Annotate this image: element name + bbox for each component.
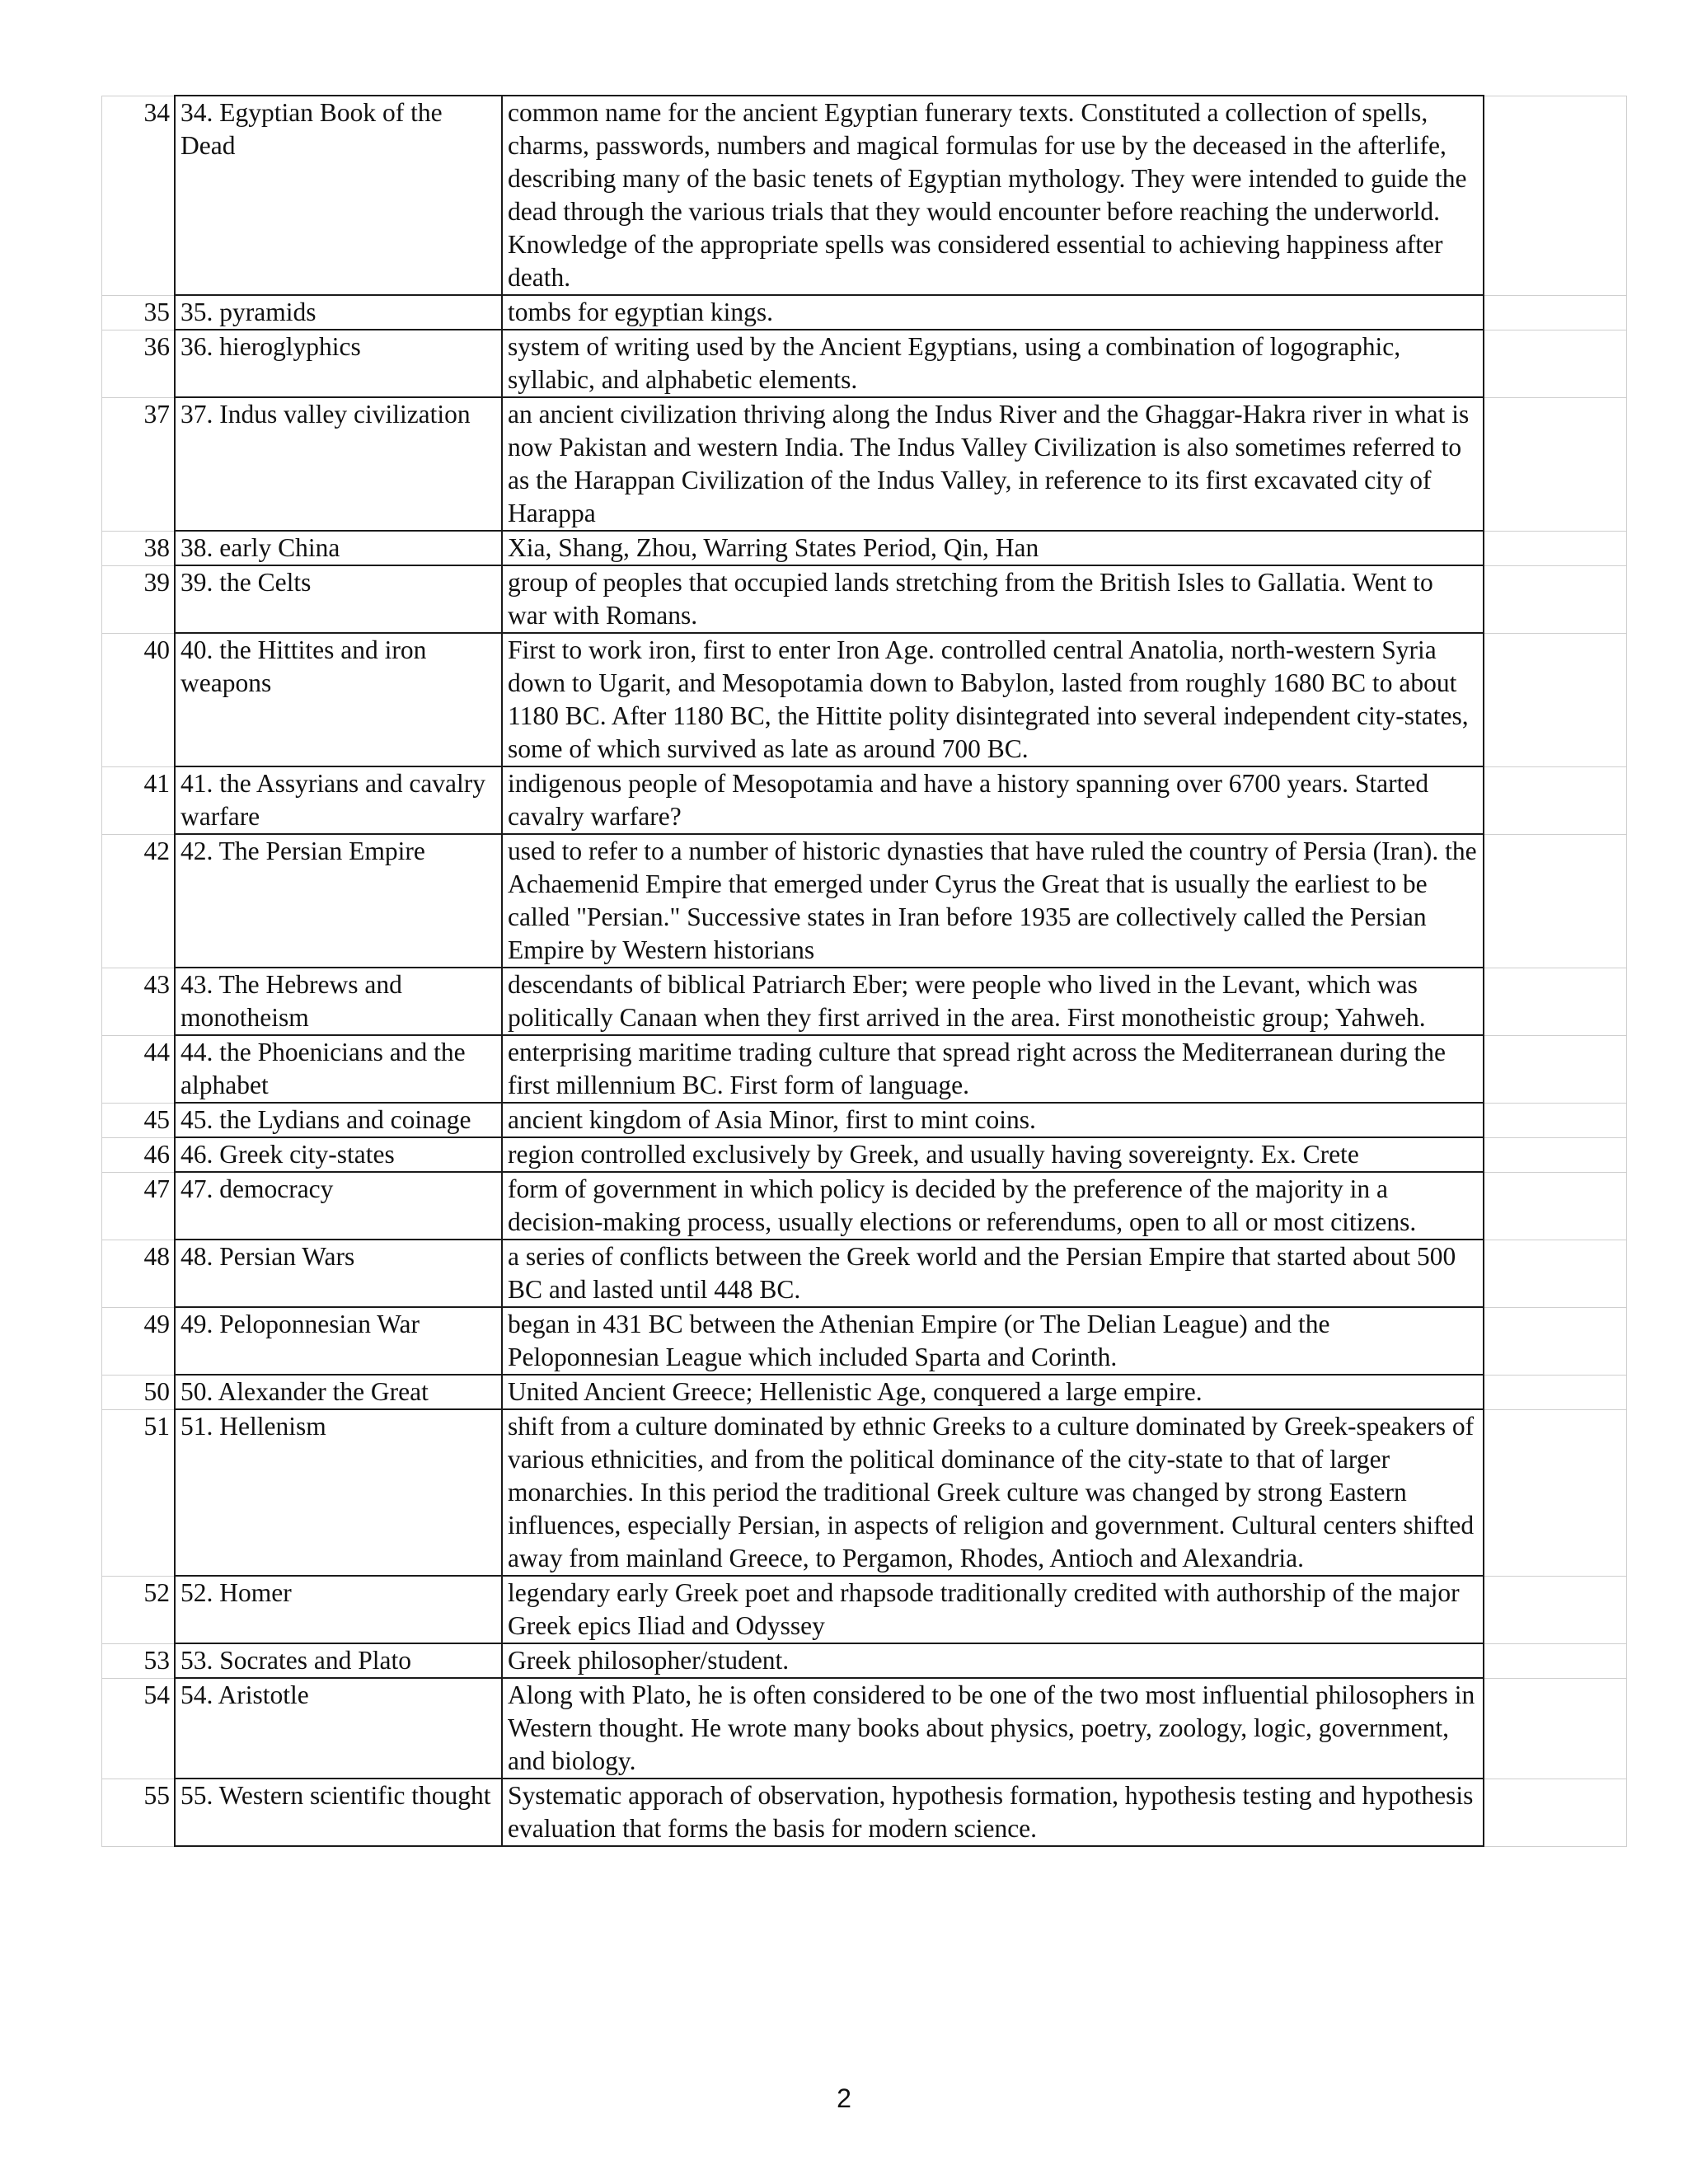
- term-cell: 46. Greek city-states: [175, 1137, 502, 1172]
- definition-cell: Xia, Shang, Zhou, Warring States Period, Qin, Han: [502, 531, 1484, 565]
- term-cell: 43. The Hebrews and monotheism: [175, 968, 502, 1035]
- empty-cell: [1484, 766, 1627, 834]
- term-cell: 37. Indus valley civilization: [175, 397, 502, 531]
- row-number: 39: [102, 565, 176, 633]
- row-number: 36: [102, 330, 176, 397]
- row-number: 41: [102, 766, 176, 834]
- term-cell: 54. Aristotle: [175, 1678, 502, 1779]
- definition-cell: group of peoples that occupied lands stretching from the British Isles to Gallatia. Went to war with Romans.: [502, 565, 1484, 633]
- definition-cell: ancient kingdom of Asia Minor, first to mint coins.: [502, 1103, 1484, 1137]
- empty-cell: [1484, 1137, 1627, 1172]
- row-number: 34: [102, 96, 176, 295]
- row-number: 49: [102, 1307, 176, 1375]
- term-cell: 47. democracy: [175, 1172, 502, 1240]
- empty-cell: [1484, 1035, 1627, 1103]
- term-cell: 41. the Assyrians and cavalry warfare: [175, 766, 502, 834]
- table-row: [102, 1375, 1627, 1409]
- definition-cell: legendary early Greek poet and rhapsode traditionally credited with authorship of the major Greek epics Iliad and Odyssey: [502, 1576, 1484, 1643]
- glossary-table-body: [102, 96, 1627, 1846]
- empty-cell: [1484, 531, 1627, 565]
- table-row: [102, 96, 1627, 295]
- term-cell: 55. Western scientific thought: [175, 1779, 502, 1846]
- row-number: 38: [102, 531, 176, 565]
- table-row: [102, 1307, 1627, 1375]
- empty-cell: [1484, 633, 1627, 766]
- row-number: 55: [102, 1779, 176, 1846]
- empty-cell: [1484, 397, 1627, 531]
- page-number: 2: [837, 2083, 851, 2113]
- row-number: 52: [102, 1576, 176, 1643]
- table-row: [102, 834, 1627, 968]
- empty-cell: [1484, 565, 1627, 633]
- definition-cell: Along with Plato, he is often considered to be one of the two most influential philosophers in Western thought. He wrote many books about physics, poetry, zoology, logic, government, and biology.: [502, 1678, 1484, 1779]
- definition-cell: a series of conflicts between the Greek world and the Persian Empire that started about 500 BC and lasted until 448 BC.: [502, 1240, 1484, 1307]
- empty-cell: [1484, 834, 1627, 968]
- row-number: 37: [102, 397, 176, 531]
- table-row: [102, 1172, 1627, 1240]
- table-row: [102, 1643, 1627, 1678]
- definition-cell: an ancient civilization thriving along the Indus River and the Ghaggar-Hakra river in what is now Pakistan and western India. The Indus Valley Civilization is also sometimes referred to as the Harappan Civilization of the Indus Valley, in reference to its first excavated city of Harappa: [502, 397, 1484, 531]
- table-row: [102, 1240, 1627, 1307]
- empty-cell: [1484, 1678, 1627, 1779]
- definition-cell: region controlled exclusively by Greek, and usually having sovereignty. Ex. Crete: [502, 1137, 1484, 1172]
- definition-cell: First to work iron, first to enter Iron Age. controlled central Anatolia, north-western Syria down to Ugarit, and Mesopotamia down to Babylon, lasted from roughly 1680 BC to about 1180 BC. After 1180 BC, the Hittite polity disintegrated into several independent city-states, some of which survived as late as around 700 BC.: [502, 633, 1484, 766]
- table-row: [102, 633, 1627, 766]
- table-row: [102, 1576, 1627, 1643]
- empty-cell: [1484, 1240, 1627, 1307]
- term-cell: 40. the Hittites and iron weapons: [175, 633, 502, 766]
- empty-cell: [1484, 1576, 1627, 1643]
- term-cell: 42. The Persian Empire: [175, 834, 502, 968]
- definition-cell: Greek philosopher/student.: [502, 1643, 1484, 1678]
- table-row: [102, 397, 1627, 531]
- table-row: [102, 1035, 1627, 1103]
- definition-cell: system of writing used by the Ancient Egyptians, using a combination of logographic, syllabic, and alphabetic elements.: [502, 330, 1484, 397]
- empty-cell: [1484, 295, 1627, 330]
- definition-cell: used to refer to a number of historic dynasties that have ruled the country of Persia (Iran). the Achaemenid Empire that emerged under Cyrus the Great that is usually the earliest to be called "Persian." Successive states in Iran before 1935 are collectively called the Persian Empire by Western historians: [502, 834, 1484, 968]
- row-number: 53: [102, 1643, 176, 1678]
- row-number: 50: [102, 1375, 176, 1409]
- row-number: 45: [102, 1103, 176, 1137]
- table-row: [102, 330, 1627, 397]
- empty-cell: [1484, 1172, 1627, 1240]
- term-cell: 48. Persian Wars: [175, 1240, 502, 1307]
- definition-cell: indigenous people of Mesopotamia and have a history spanning over 6700 years. Started cavalry warfare?: [502, 766, 1484, 834]
- table-row: [102, 295, 1627, 330]
- empty-cell: [1484, 96, 1627, 295]
- row-number: 48: [102, 1240, 176, 1307]
- term-cell: 38. early China: [175, 531, 502, 565]
- table-row: [102, 1103, 1627, 1137]
- definition-cell: Systematic apporach of observation, hypothesis formation, hypothesis testing and hypothesis evaluation that forms the basis for modern science.: [502, 1779, 1484, 1846]
- row-number: 43: [102, 968, 176, 1035]
- empty-cell: [1484, 1409, 1627, 1576]
- empty-cell: [1484, 1307, 1627, 1375]
- term-cell: 44. the Phoenicians and the alphabet: [175, 1035, 502, 1103]
- term-cell: 53. Socrates and Plato: [175, 1643, 502, 1678]
- table-row: [102, 1409, 1627, 1576]
- row-number: 46: [102, 1137, 176, 1172]
- row-number: 35: [102, 295, 176, 330]
- table-row: [102, 1779, 1627, 1846]
- table-row: [102, 766, 1627, 834]
- term-cell: 39. the Celts: [175, 565, 502, 633]
- table-row: [102, 968, 1627, 1035]
- empty-cell: [1484, 968, 1627, 1035]
- definition-cell: shift from a culture dominated by ethnic Greeks to a culture dominated by Greek-speakers of various ethnicities, and from the political dominance of the city-state to that of larger monarchies. In this period the traditional Greek culture was changed by strong Eastern influences, especially Persian, in aspects of religion and government. Cultural centers shifted away from mainland Greece, to Pergamon, Rhodes, Antioch and Alexandria.: [502, 1409, 1484, 1576]
- row-number: 47: [102, 1172, 176, 1240]
- term-cell: 45. the Lydians and coinage: [175, 1103, 502, 1137]
- definition-cell: United Ancient Greece; Hellenistic Age, conquered a large empire.: [502, 1375, 1484, 1409]
- row-number: 44: [102, 1035, 176, 1103]
- definition-cell: began in 431 BC between the Athenian Empire (or The Delian League) and the Peloponnesian League which included Sparta and Corinth.: [502, 1307, 1484, 1375]
- term-cell: 35. pyramids: [175, 295, 502, 330]
- term-cell: 36. hieroglyphics: [175, 330, 502, 397]
- row-number: 51: [102, 1409, 176, 1576]
- empty-cell: [1484, 1375, 1627, 1409]
- glossary-table: [101, 95, 1627, 1847]
- row-number: 42: [102, 834, 176, 968]
- table-row: [102, 1678, 1627, 1779]
- row-number: 54: [102, 1678, 176, 1779]
- row-number: 40: [102, 633, 176, 766]
- table-row: [102, 565, 1627, 633]
- term-cell: 50. Alexander the Great: [175, 1375, 502, 1409]
- term-cell: 34. Egyptian Book of the Dead: [175, 96, 502, 295]
- empty-cell: [1484, 1103, 1627, 1137]
- definition-cell: common name for the ancient Egyptian funerary texts. Constituted a collection of spells, charms, passwords, numbers and magical formulas for use by the deceased in the afterlife, describing many of the basic tenets of Egyptian mythology. They were intended to guide the dead through the various trials that they would encounter before reaching the underworld. Knowledge of the appropriate spells was considered essential to achieving happiness after death.: [502, 96, 1484, 295]
- term-cell: 49. Peloponnesian War: [175, 1307, 502, 1375]
- table-row: [102, 1137, 1627, 1172]
- empty-cell: [1484, 330, 1627, 397]
- table-row: [102, 531, 1627, 565]
- definition-cell: tombs for egyptian kings.: [502, 295, 1484, 330]
- term-cell: 52. Homer: [175, 1576, 502, 1643]
- empty-cell: [1484, 1643, 1627, 1678]
- definition-cell: enterprising maritime trading culture that spread right across the Mediterranean during the first millennium BC. First form of language.: [502, 1035, 1484, 1103]
- definition-cell: form of government in which policy is decided by the preference of the majority in a decision-making process, usually elections or referendums, open to all or most citizens.: [502, 1172, 1484, 1240]
- empty-cell: [1484, 1779, 1627, 1846]
- term-cell: 51. Hellenism: [175, 1409, 502, 1576]
- definition-cell: descendants of biblical Patriarch Eber; were people who lived in the Levant, which was politically Canaan when they first arrived in the area. First monotheistic group; Yahweh.: [502, 968, 1484, 1035]
